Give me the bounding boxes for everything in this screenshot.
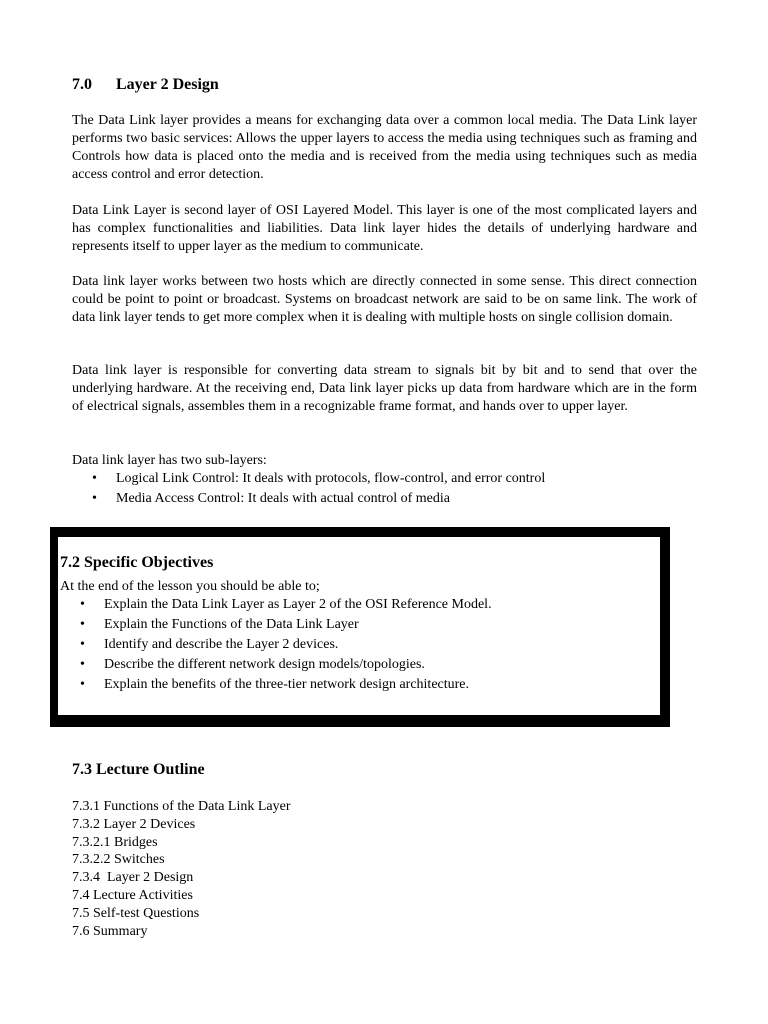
list-item: 7.3.4 Layer 2 Design [72,870,194,886]
list-item: • Explain the benefits of the three-tier network design architecture. [80,675,492,695]
paragraph-signal-conversion: Data link layer is responsible for converting data stream to signals bit by bit and to send that over the underlying hardware. At the receiving end, Data link layer picks up data from hardware which are in the form of electrical signals, assembles them in a recognizable frame format, and hands over to upper layer. [72,363,697,414]
list-item: 7.6 Summary [72,923,148,939]
objectives-heading: 7.2 Specific Objectives [60,554,214,571]
bullet-icon: • [80,597,85,612]
list-item: 7.4 Lecture Activities [72,887,193,903]
objectives-intro: At the end of the lesson you should be able to; [60,579,320,594]
list-item: • Identify and describe the Layer 2 devices. [80,635,492,655]
list-item: • Media Access Control: It deals with actual control of media [92,489,545,509]
list-item: 7.3.2 Layer 2 Devices [72,816,196,832]
list-item: • Explain the Data Link Layer as Layer 2 of the OSI Reference Model. [80,595,492,615]
bullet-icon: • [92,491,97,506]
paragraph-osi-second-layer: Data Link Layer is second layer of OSI Layered Model. This layer is one of the most complicated layers and has complex functionalities and liabilities. Data link layer hides the details of underlying hardware and represents itself to upper layer as the medium to communicate. [72,203,697,254]
sublayers-list [92,469,545,509]
list-item: 7.3.1 Functions of the Data Link Layer [72,799,291,814]
section-heading-7-0 [72,75,219,95]
bullet-icon: • [92,471,97,486]
bullet-icon: • [80,617,85,632]
list-item: • Logical Link Control: It deals with protocols, flow-control, and error control [92,469,545,489]
outline-list [72,798,291,940]
bullet-icon: • [80,637,85,652]
bullet-icon: • [80,657,85,672]
list-item: • Explain the Functions of the Data Link Layer [80,615,492,635]
objectives-list [80,595,492,695]
sublayers-lead: Data link layer has two sub-layers: [72,453,267,468]
bullet-icon: • [80,677,85,692]
list-item: 7.5 Self-test Questions [72,905,200,921]
list-item: 7.3.2.2 Switches [72,852,165,868]
section-number: 7.0 [72,76,92,93]
outline-heading: 7.3 Lecture Outline [72,761,205,778]
paragraph-hosts-connection: Data link layer works between two hosts which are directly connected in some sense. This direct connection could be point to point or broadcast. Systems on broadcast network are said to be on same link. The work of data link layer tends to get more complex when it is dealing with multiple hosts on single collision domain. [72,274,697,325]
paragraph-data-link-intro: The Data Link layer provides a means for exchanging data over a common local media. The Data Link layer performs two basic services: Allows the upper layers to access the media using techniques such as framing and Controls how data is placed onto the media and is received from the media using techniques such as media access control and error detection. [72,113,697,182]
list-item: 7.3.2.1 Bridges [72,834,158,850]
section-title: Layer 2 Design [116,76,219,93]
list-item: • Describe the different network design models/topologies. [80,655,492,675]
